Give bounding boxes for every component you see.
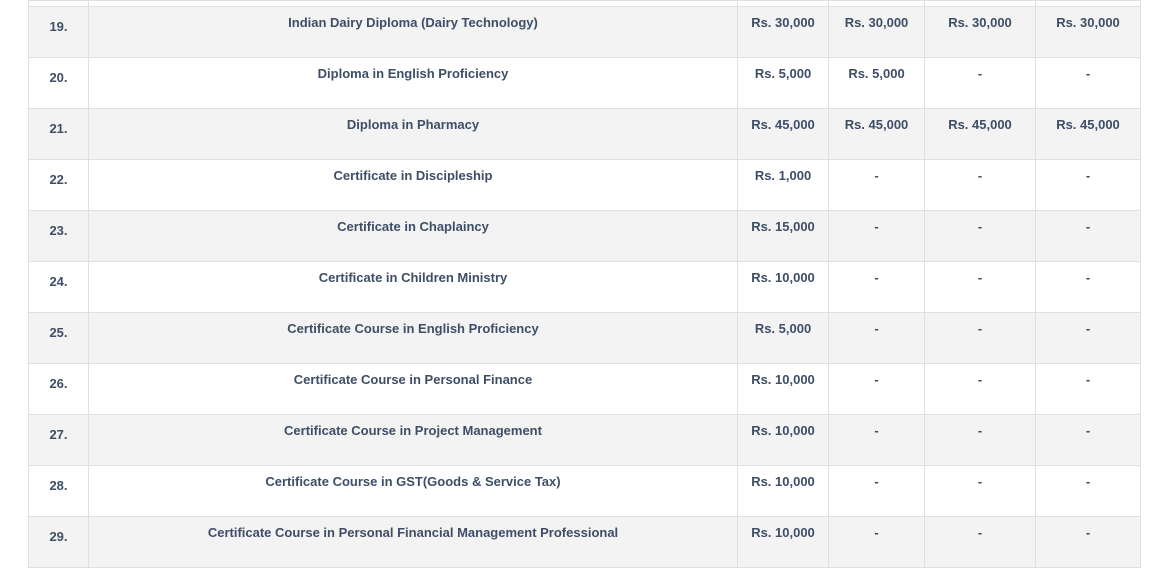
course-name-cell: Certificate Course in English Proficiency (89, 313, 738, 364)
row-number-cell: 25. (29, 313, 89, 364)
table-row (29, 109, 1141, 160)
row-number-cell: 29. (29, 517, 89, 568)
course-name-cell: Certificate in Chaplaincy (89, 211, 738, 262)
fee-cell: - (1036, 466, 1141, 517)
fee-cell: - (925, 160, 1036, 211)
fee-cell: - (1036, 517, 1141, 568)
fee-cell: - (829, 262, 925, 313)
course-fee-table (28, 0, 1141, 568)
fee-cell: Rs. 5,000 (829, 58, 925, 109)
fee-cell: - (829, 211, 925, 262)
course-name-cell: Certificate in Discipleship (89, 160, 738, 211)
fee-cell: - (925, 262, 1036, 313)
fee-cell: Rs. 1,000 (738, 160, 829, 211)
fee-cell: Rs. 45,000 (925, 109, 1036, 160)
fee-cell: Rs. 30,000 (738, 7, 829, 58)
course-name-cell: Certificate Course in GST(Goods & Service Tax) (89, 466, 738, 517)
fee-cell: - (925, 466, 1036, 517)
fee-cell: Rs. 15,000 (738, 211, 829, 262)
fee-cell: Rs. 45,000 (1036, 109, 1141, 160)
fee-cell: - (829, 160, 925, 211)
fee-cell: Rs. 30,000 (925, 7, 1036, 58)
fee-cell: - (829, 364, 925, 415)
row-number-cell: 21. (29, 109, 89, 160)
fee-cell: - (829, 466, 925, 517)
fee-cell: - (829, 313, 925, 364)
table-row (29, 466, 1141, 517)
table-row (29, 262, 1141, 313)
fee-cell: Rs. 5,000 (738, 58, 829, 109)
table-row (29, 58, 1141, 109)
table-row (29, 313, 1141, 364)
table-row (29, 160, 1141, 211)
row-number-cell: 20. (29, 58, 89, 109)
table-row (29, 517, 1141, 568)
fee-cell: - (829, 415, 925, 466)
fee-cell: - (1036, 58, 1141, 109)
fee-cell: - (1036, 313, 1141, 364)
fee-cell: - (1036, 364, 1141, 415)
fee-cell: Rs. 10,000 (738, 415, 829, 466)
course-name-cell: Certificate Course in Personal Finance (89, 364, 738, 415)
fee-cell: - (1036, 415, 1141, 466)
row-number-cell: 24. (29, 262, 89, 313)
fee-cell: - (925, 211, 1036, 262)
fee-cell: - (925, 517, 1036, 568)
table-row (29, 7, 1141, 58)
fee-cell: - (925, 313, 1036, 364)
row-number-cell: 22. (29, 160, 89, 211)
row-number-cell: 26. (29, 364, 89, 415)
fee-cell: - (1036, 160, 1141, 211)
table-row (29, 364, 1141, 415)
fee-cell: - (1036, 262, 1141, 313)
row-number-cell: 27. (29, 415, 89, 466)
course-name-cell: Indian Dairy Diploma (Dairy Technology) (89, 7, 738, 58)
course-name-cell: Certificate Course in Personal Financial Management Professional (89, 517, 738, 568)
fee-cell: Rs. 30,000 (829, 7, 925, 58)
fee-cell: - (829, 517, 925, 568)
fee-cell: Rs. 10,000 (738, 262, 829, 313)
fee-cell: Rs. 45,000 (829, 109, 925, 160)
fee-cell: Rs. 5,000 (738, 313, 829, 364)
course-name-cell: Certificate Course in Project Management (89, 415, 738, 466)
fee-cell: Rs. 10,000 (738, 466, 829, 517)
course-name-cell: Diploma in English Proficiency (89, 58, 738, 109)
fee-cell: Rs. 10,000 (738, 517, 829, 568)
course-name-cell: Diploma in Pharmacy (89, 109, 738, 160)
fee-cell: - (1036, 211, 1141, 262)
row-number-cell: 28. (29, 466, 89, 517)
course-name-cell: Certificate in Children Ministry (89, 262, 738, 313)
fee-cell: - (925, 58, 1036, 109)
course-fee-table-body (29, 1, 1141, 568)
fee-cell: Rs. 10,000 (738, 364, 829, 415)
table-row (29, 415, 1141, 466)
row-number-cell: 19. (29, 7, 89, 58)
fee-cell: - (925, 415, 1036, 466)
fee-cell: Rs. 45,000 (738, 109, 829, 160)
fee-cell: - (925, 364, 1036, 415)
fee-cell: Rs. 30,000 (1036, 7, 1141, 58)
row-number-cell: 23. (29, 211, 89, 262)
table-row (29, 211, 1141, 262)
